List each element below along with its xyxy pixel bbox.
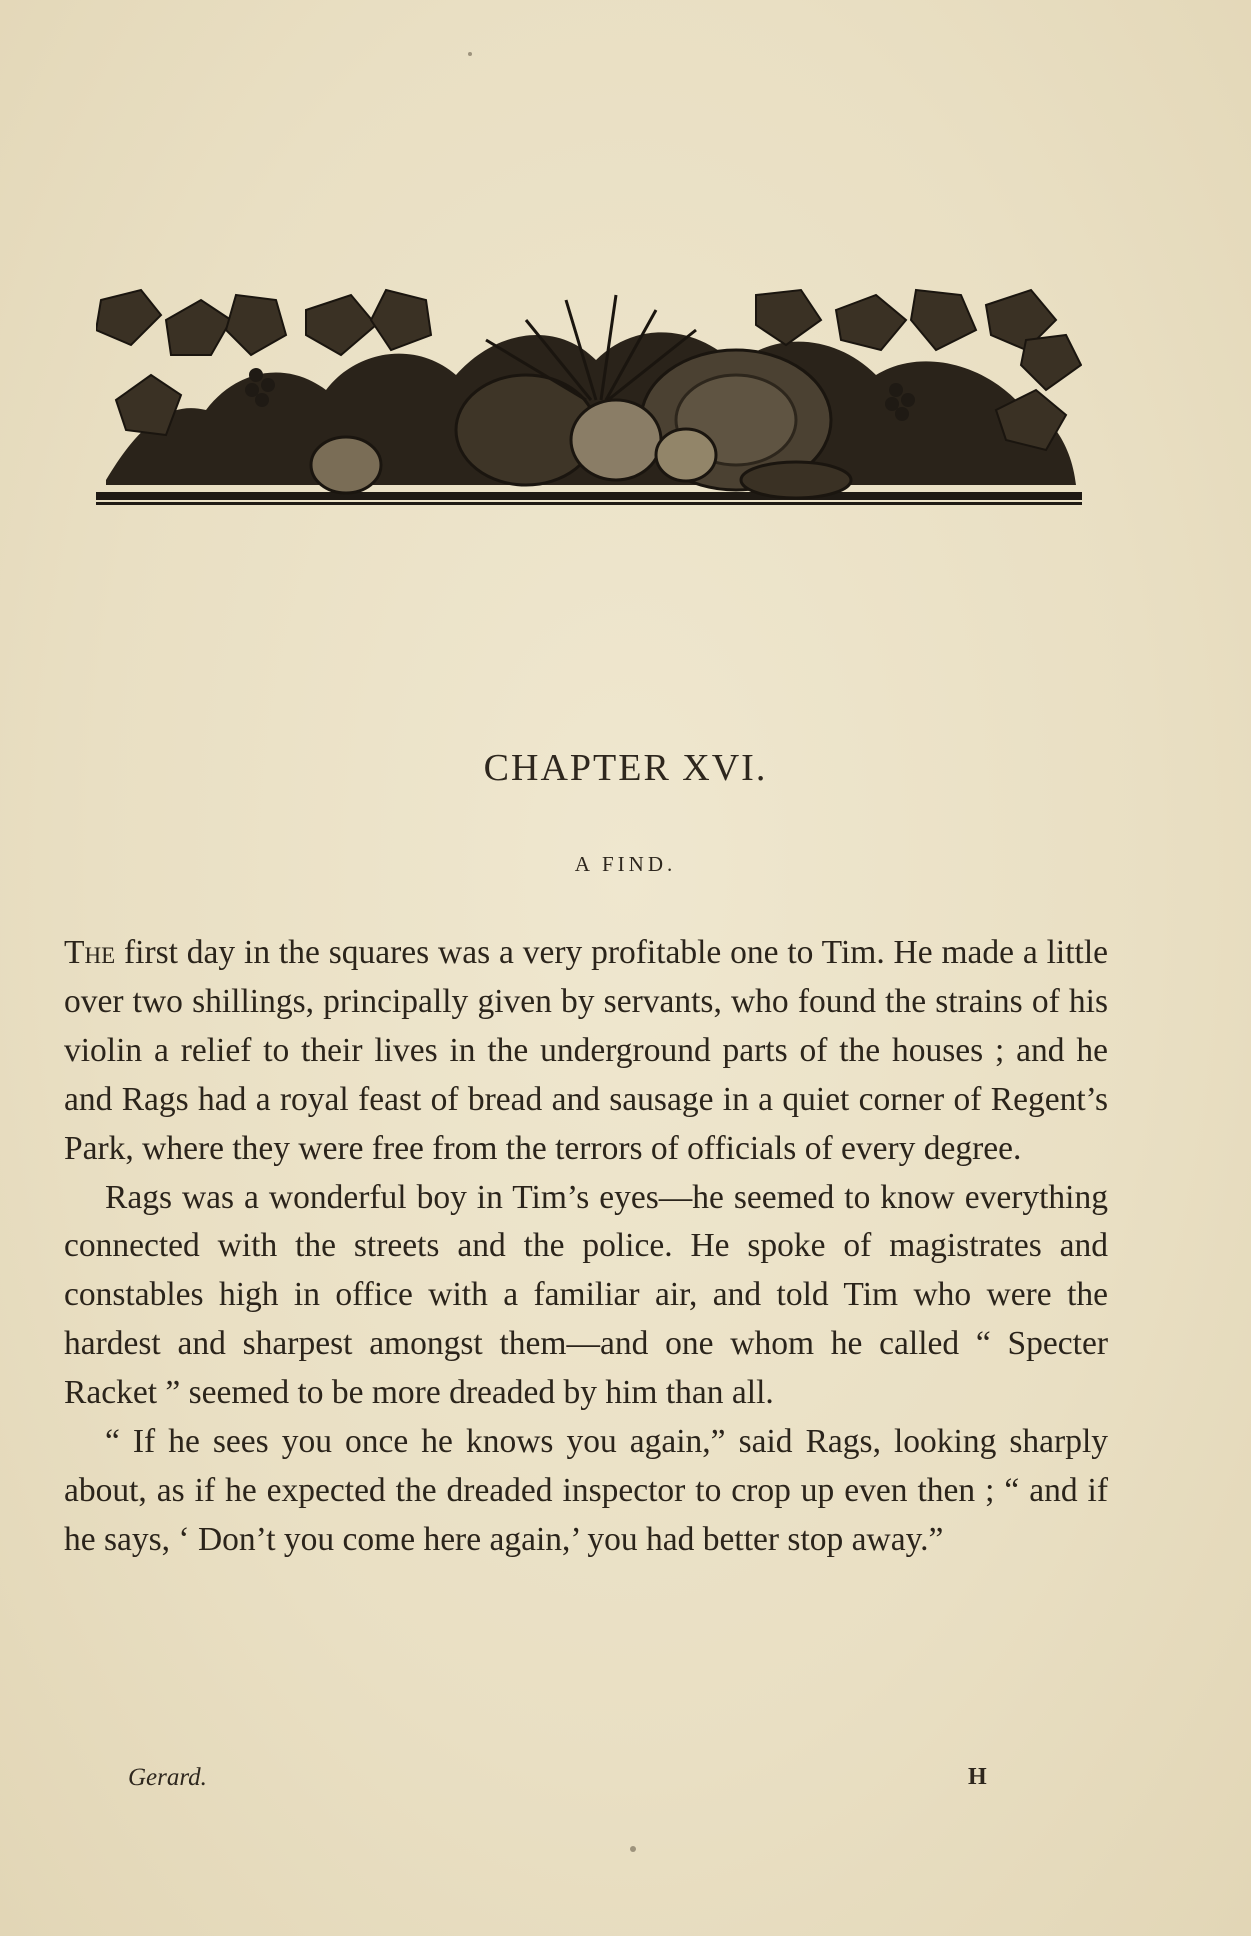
footer-signature: Gerard. [128, 1764, 207, 1791]
paragraph-1 [64, 929, 1108, 1174]
paper-speck [468, 52, 472, 56]
drop-lead-word: The [64, 934, 116, 971]
fruit-vine-headpiece-illustration [96, 280, 1082, 512]
paragraph-1-text: first day in the squares was a very profitable one to Tim. He made a little over two shillings, principally given by servants, who found the strains of his violin a relief to their lives in the underground parts of the houses ; and he and Rags had a royal feast of bread and sausage in a quiet corner of Regent’s Park, where they were free from the terrors of officials of every degree. [64, 934, 1108, 1167]
body-text [64, 929, 1108, 1565]
paper-speck [630, 1846, 636, 1852]
chapter-subtitle: A FIND. [574, 852, 677, 876]
signature-mark: H [968, 1764, 987, 1790]
paragraph-3: “ If he sees you once he knows you again,” said Rags, looking sharply about, as if he expected the dreaded inspector to crop up even then ; “ and if he says, ‘ Don’t you come here again,’ you had better stop away.” [64, 1423, 1108, 1558]
chapter-title: CHAPTER XVI. [483, 747, 768, 789]
paragraph-2: Rags was a wonderful boy in Tim’s eyes—he seemed to know everything connected with the streets and the police. He spoke of magistrates and constables high in office with a familiar air, and told Tim who were the hardest and sharpest amongst them—and one whom he called “ Specter Racket ” seemed to be more dreaded by him than all. [64, 1178, 1108, 1412]
